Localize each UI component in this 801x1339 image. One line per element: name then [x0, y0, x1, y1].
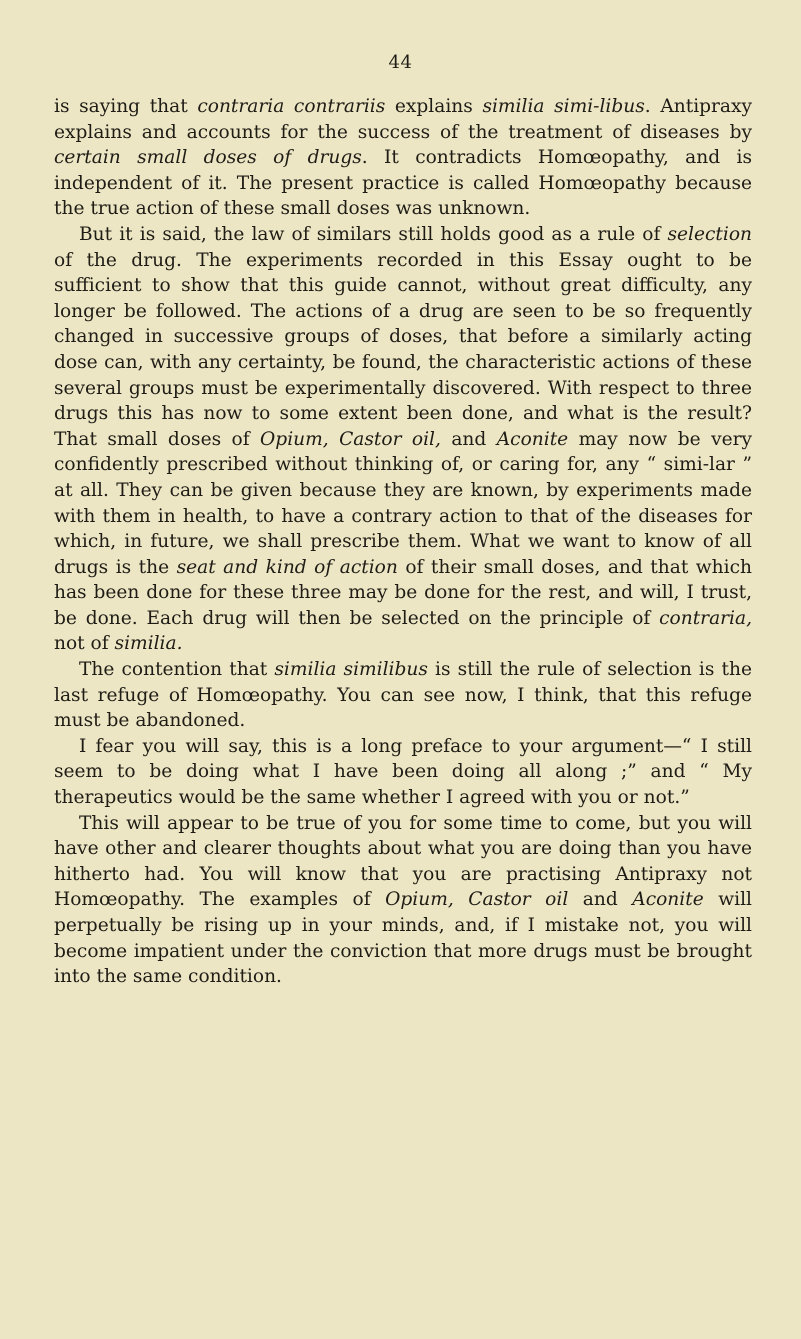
paragraph [54, 222, 752, 657]
body-text [54, 94, 752, 990]
italic-text: similia similibus [274, 659, 428, 681]
italic-text: Opium, Castor oil, [260, 428, 441, 450]
italic-text: similia. [114, 633, 183, 655]
italic-text: contraria contrariis [197, 96, 386, 117]
paragraph [54, 94, 752, 222]
text-run: of the drug. The experiments recorded in this Essay ought to be sufficient to show that this guide cannot, without great difficulty, any longer be followed. The actions of a drug are seen to be so frequently changed in successive groups of doses, that before a similarly acting dose can, with any certainty, be found, the characteristic actions of these several groups must be experimentally discovered. With respect to three drugs this has now to some extent been done, and what is the result? That small doses of [54, 249, 752, 450]
paragraph [54, 734, 752, 811]
text-run: will perpetually be rising up in your minds, and, if I mistake not, you will become impatient under the conviction that more drugs must be brought into the same condition. [54, 889, 752, 988]
paragraph [54, 657, 752, 734]
text-run: The contention that [79, 659, 275, 681]
text-run: But it is said, the law of similars still holds good as a rule of [79, 223, 668, 245]
text-run: and [568, 889, 633, 911]
italic-text: Opium, Castor oil [385, 889, 569, 911]
text-run: is still the rule of selection is the last refuge of Homœopathy. You can see now, I think, that this refuge must be abandoned. [54, 659, 752, 732]
italic-text: contraria, [659, 607, 752, 629]
text-run: explains [385, 96, 483, 117]
italic-text: Aconite [632, 889, 704, 911]
page-number: 44 [388, 52, 413, 73]
text-run: is saying that [54, 96, 198, 117]
italic-text: seat and kind of action [176, 556, 398, 578]
paragraph [54, 811, 752, 990]
italic-text: Aconite [496, 428, 569, 450]
text-run: . Antipraxy explains and accounts for the success of the treatment of diseases by [54, 96, 753, 143]
text-run: This will appear to be true of you for some time to come, but you will have other and clearer thoughts about what you are doing than you have hitherto had. You will know that you are practising Antipraxy not Homœopathy. The examples of [54, 812, 752, 911]
italic-text: similia simi-libus [482, 96, 645, 117]
italic-text: certain small doses of drugs [54, 147, 362, 169]
text-run: . It contradicts Homœopathy, and is independent of it. The present practice is called Homœopathy because the true action of these small doses was unknown. [54, 147, 752, 220]
text-run: of their small doses, and that which has been done for these three may be done for the rest, and will, I trust, be done. Each drug will then be selected on the principle of [54, 556, 752, 629]
text-run: may now be very confidently prescribed without thinking of, or caring for, any “ simi-lar ” at all. They can be given because they are known, by experiments made with them in health, to have a contrary action to that of the diseases for which, in future, we shall prescribe them. What we want to know of all drugs is the [54, 428, 752, 578]
text-run: not of [54, 633, 115, 655]
text-run: I fear you will say, this is a long preface to your argument—“ I still seem to be doing what I have been doing all along ;” and “ My therapeutics would be the same whether I agreed with you or not.” [54, 735, 752, 809]
italic-text: selection [667, 223, 752, 245]
text-run: and [440, 428, 497, 450]
